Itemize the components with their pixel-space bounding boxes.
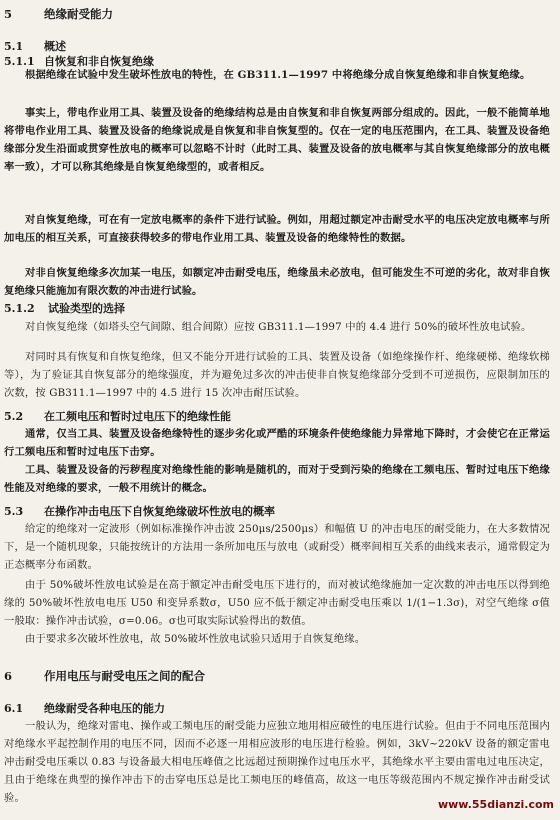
- section-number: 5.1.1: [4, 55, 35, 68]
- site-watermark: www.55dianzi.com: [437, 798, 554, 811]
- section-6-1-heading: [4, 700, 165, 716]
- paragraph: 由于 50%破坏性放电试验是在高于额定冲击耐受电压下进行的，而对被试绝缘施加一定次数的冲击电压以得到绝缘的 50%破坏性放电电压 U50 和变异系数σ，U50 应不低于额定冲击耐受电压乘以 1/(1−1.3σ)，对空气绝缘 σ值一般取：操作冲击试验，σ=0.06。σ也可取实际试验得出的数值。: [4, 579, 550, 627]
- paragraph: 通常，仅当工具、装置及设备绝缘特性的逐步劣化或严酷的环境条件使绝缘能力异常地下降时，才会使它在正常运行工频电压和暂时过电压下击穿。: [4, 428, 550, 458]
- section-number: 5.2: [4, 410, 24, 423]
- section-5-3-heading: [4, 503, 275, 519]
- section-5-1-2-heading: [4, 300, 125, 316]
- section-number: 6: [4, 669, 13, 683]
- section-number: 5: [4, 7, 13, 21]
- section-5-2-heading: [4, 408, 231, 424]
- section-5-1-heading: [4, 38, 66, 54]
- section-title: 在操作冲击电压下自恢复绝缘破坏性放电的概率: [44, 505, 275, 518]
- section-title: 作用电压与耐受电压之间的配合: [44, 669, 205, 683]
- section-title: 自恢复和非自恢复绝缘: [44, 55, 154, 68]
- section-number: 5.1.2: [4, 302, 35, 315]
- section-title: 绝缘耐受各种电压的能力: [44, 702, 165, 715]
- paragraph: 对自恢复绝缘，可在有一定放电概率的条件下进行试验。例如，用超过额定冲击耐受水平的电压决定放电概率与所加电压的相互关系，可直接获得较多的带电作业用工具、装置及设备的绝缘特性的数据。: [4, 214, 550, 244]
- paragraph: 工具、装置及设备的污秽程度对绝缘性能的影响是随机的，而对于受到污染的绝缘在工频电压、暂时过电压下绝缘性能及对绝缘的要求，一般不用统计的概念。: [4, 464, 550, 494]
- paragraph: 一般认为，绝缘对雷电、操作或工频电压的耐受能力应独立地用相应破性的电压进行试验。但由于不同电压范围内对绝缘水平起控制作用的电压不同，因而不必逐一用相应波形的电压进行检验。例如，3kV~220kV 设备的额定雷电冲击耐受电压乘以 0.83 与设备最大相电压峰值之比远超过预期操作过电压水平，其绝缘水平主要由雷电过电压决定，且由于绝缘在典型的操作冲击下的击穿电压总是比工频电压的峰值高，故这一电压等级范围内不规定操作冲击耐受试验。: [4, 720, 550, 804]
- section-title: 在工频电压和暂时过电压下的绝缘性能: [44, 410, 231, 423]
- section-6-heading: [4, 668, 205, 684]
- paragraph: 对同时具有恢复和自恢复绝缘，但又不能分开进行试验的工具、装置及设备（如绝缘操作杆、绝缘硬梯、绝缘软梯等），为了验证其自恢复部分的绝缘强度，并为避免过多次的冲击使非自恢复绝缘部分受到不可逆损伤，应限制加压的次数，按 GB311.1—1997 中的 4.5 进行 15 次冲击耐压试验。: [4, 351, 550, 399]
- paragraph: 对自恢复绝缘（如塔头空气间隙、组合间隙）应按 GB311.1—1997 中的 4.4 进行 50%的破坏性放电试验。: [25, 321, 532, 333]
- section-number: 6.1: [4, 702, 24, 715]
- section-number: 5.1: [4, 40, 24, 53]
- section-5-heading: [4, 6, 113, 22]
- paragraph: 事实上，带电作业用工具、装置及设备的绝缘结构总是由自恢复和非自恢复两部分组成的。因此，一般不能简单地将带电作业用工具、装置及设备的绝缘说成是自恢复和非自恢复型的。仅在一定的电压范围内，在工具、装置及设备绝缘部分发生沿面或贯穿性放电的概率可以忽略不计时（此时工具、装置及设备的放电概率与其自恢复绝缘部分的放电概率一致），才可以称其绝缘是自恢复绝缘型的，或者相反。: [4, 107, 550, 173]
- paragraph: 根据绝缘在试验中发生破坏性放电的特性，在 GB311.1—1997 中将绝缘分成自恢复绝缘和非自恢复绝缘。: [25, 69, 531, 81]
- paragraph: 由于要求多次破坏性放电，故 50%破坏性放电试验只适用于自恢复绝缘。: [25, 633, 366, 645]
- paragraph: 给定的绝缘对一定波形（例如标准操作冲击波 250μs/2500μs）和幅值 U 的冲击电压的耐受能力，在大多数情况下，是一个随机现象，只能按统计的方法用一条所加电压与放电（或耐受）概率间相互关系的曲线来表示，通常假定为正态概率分布函数。: [4, 523, 550, 571]
- section-title: 试验类型的选择: [48, 302, 125, 315]
- section-number: 5.3: [4, 505, 24, 518]
- section-title: 概述: [44, 40, 66, 53]
- section-title: 绝缘耐受能力: [44, 7, 113, 21]
- paragraph: 对非自恢复绝缘多次加某一电压，如额定冲击耐受电压，绝缘虽未必放电，但可能发生不可逆的劣化，故对非自恢复绝缘只能施加有限次数的冲击进行试验。: [4, 267, 550, 297]
